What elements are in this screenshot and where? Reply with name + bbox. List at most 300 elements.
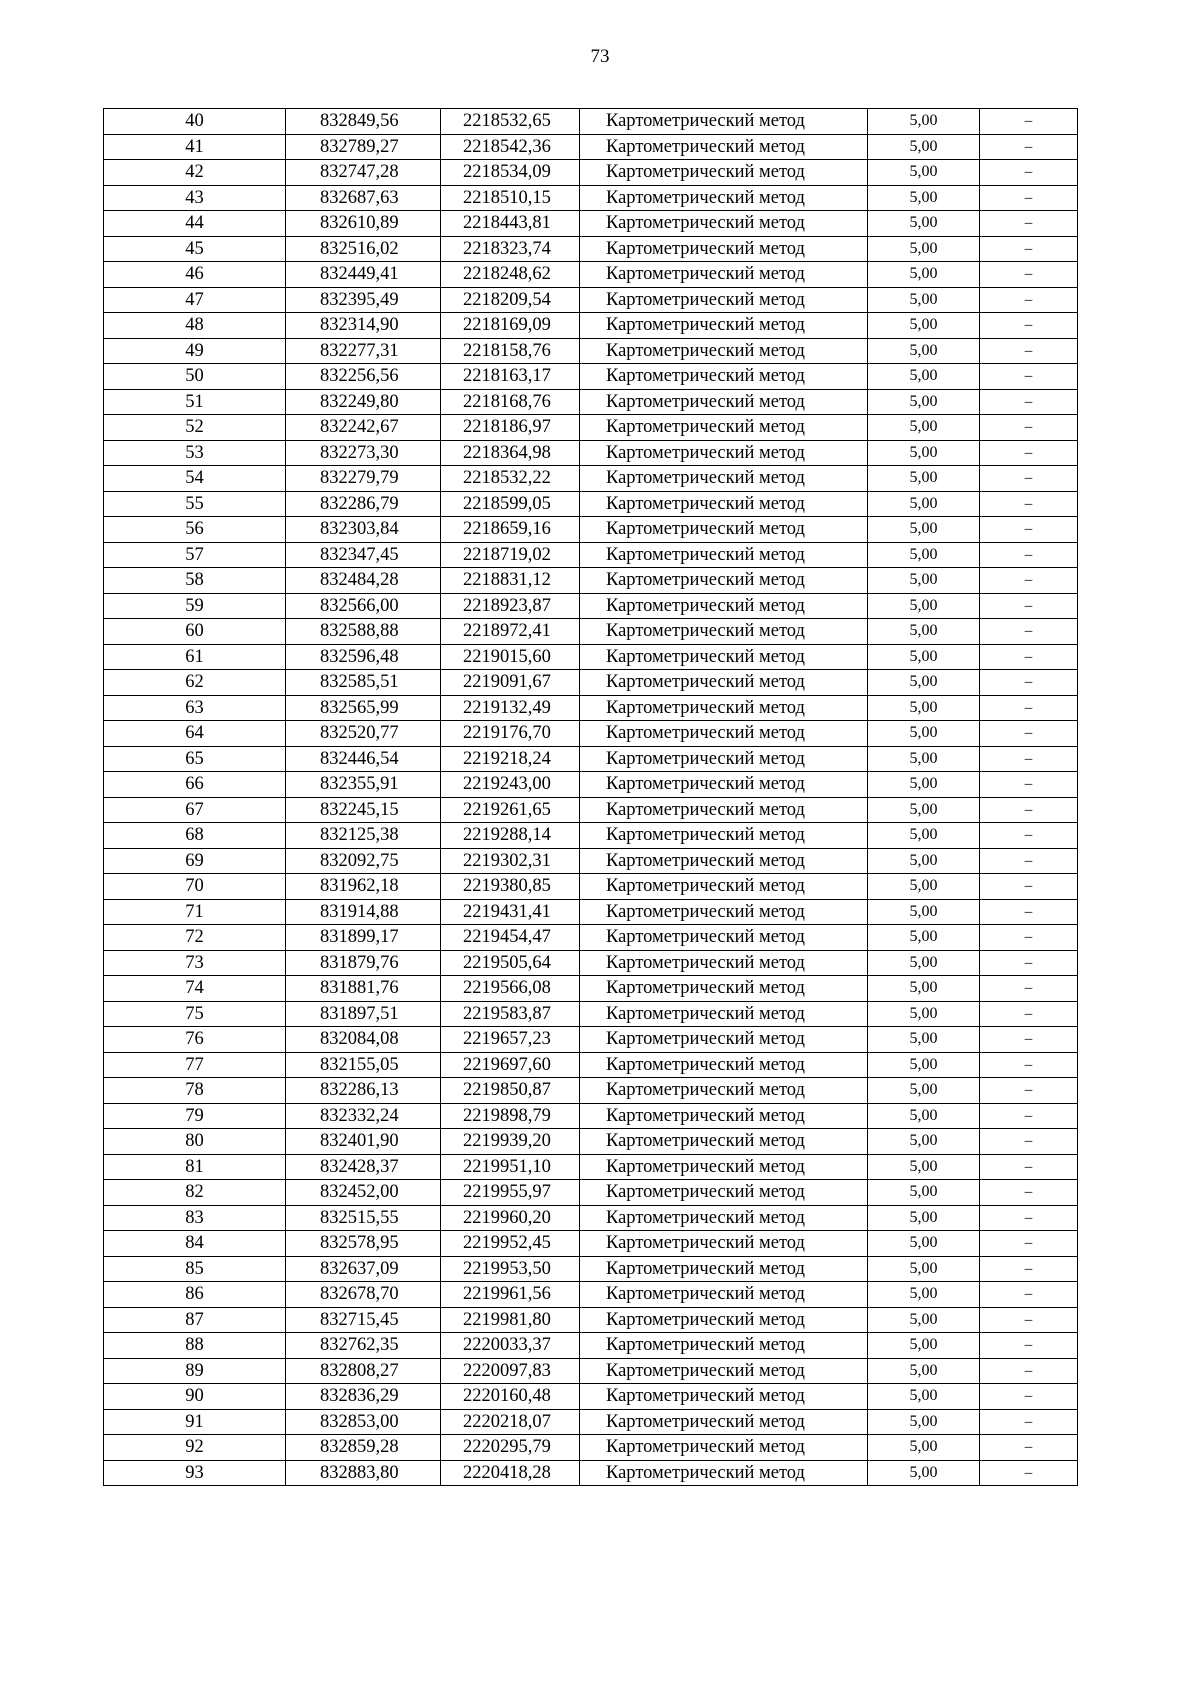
- table-row: [104, 1052, 1078, 1078]
- accuracy-cell: 5,00: [868, 1205, 980, 1231]
- method-cell: Картометрический метод: [580, 517, 868, 543]
- point-number-cell: 77: [104, 1052, 286, 1078]
- accuracy-cell: 5,00: [868, 695, 980, 721]
- point-number-cell: 69: [104, 848, 286, 874]
- table-row: [104, 262, 1078, 288]
- point-number-cell: 88: [104, 1333, 286, 1359]
- method-cell: Картометрический метод: [580, 211, 868, 237]
- table-row: [104, 1435, 1078, 1461]
- y-coordinate-cell: 2220033,37: [441, 1333, 580, 1359]
- point-number-cell: 91: [104, 1409, 286, 1435]
- description-cell: –: [980, 313, 1078, 339]
- y-coordinate-cell: 2218599,05: [441, 491, 580, 517]
- y-coordinate-cell: 2219176,70: [441, 721, 580, 747]
- y-coordinate-cell: 2219132,49: [441, 695, 580, 721]
- description-cell: –: [980, 721, 1078, 747]
- y-coordinate-cell: 2218163,17: [441, 364, 580, 390]
- description-cell: –: [980, 695, 1078, 721]
- x-coordinate-cell: 832849,56: [286, 109, 441, 135]
- accuracy-cell: 5,00: [868, 1358, 980, 1384]
- x-coordinate-cell: 832585,51: [286, 670, 441, 696]
- y-coordinate-cell: 2219218,24: [441, 746, 580, 772]
- table-row: [104, 976, 1078, 1002]
- accuracy-cell: 5,00: [868, 670, 980, 696]
- method-cell: Картометрический метод: [580, 440, 868, 466]
- point-number-cell: 86: [104, 1282, 286, 1308]
- y-coordinate-cell: 2220160,48: [441, 1384, 580, 1410]
- point-number-cell: 84: [104, 1231, 286, 1257]
- description-cell: –: [980, 1027, 1078, 1053]
- description-cell: –: [980, 1256, 1078, 1282]
- point-number-cell: 75: [104, 1001, 286, 1027]
- method-cell: Картометрический метод: [580, 1307, 868, 1333]
- table-row: [104, 1129, 1078, 1155]
- accuracy-cell: 5,00: [868, 415, 980, 441]
- x-coordinate-cell: 832853,00: [286, 1409, 441, 1435]
- x-coordinate-cell: 832687,63: [286, 185, 441, 211]
- point-number-cell: 41: [104, 134, 286, 160]
- point-number-cell: 46: [104, 262, 286, 288]
- description-cell: –: [980, 848, 1078, 874]
- method-cell: Картометрический метод: [580, 1027, 868, 1053]
- method-cell: Картометрический метод: [580, 1001, 868, 1027]
- accuracy-cell: 5,00: [868, 185, 980, 211]
- accuracy-cell: 5,00: [868, 823, 980, 849]
- accuracy-cell: 5,00: [868, 1027, 980, 1053]
- point-number-cell: 50: [104, 364, 286, 390]
- description-cell: –: [980, 925, 1078, 951]
- y-coordinate-cell: 2220418,28: [441, 1460, 580, 1486]
- x-coordinate-cell: 832155,05: [286, 1052, 441, 1078]
- method-cell: Картометрический метод: [580, 1103, 868, 1129]
- description-cell: –: [980, 1001, 1078, 1027]
- point-number-cell: 63: [104, 695, 286, 721]
- accuracy-cell: 5,00: [868, 236, 980, 262]
- table-row: [104, 746, 1078, 772]
- accuracy-cell: 5,00: [868, 1435, 980, 1461]
- method-cell: Картометрический метод: [580, 542, 868, 568]
- y-coordinate-cell: 2219657,23: [441, 1027, 580, 1053]
- x-coordinate-cell: 831962,18: [286, 874, 441, 900]
- description-cell: –: [980, 746, 1078, 772]
- x-coordinate-cell: 832428,37: [286, 1154, 441, 1180]
- description-cell: –: [980, 389, 1078, 415]
- y-coordinate-cell: 2219566,08: [441, 976, 580, 1002]
- method-cell: Картометрический метод: [580, 644, 868, 670]
- method-cell: Картометрический метод: [580, 1409, 868, 1435]
- accuracy-cell: 5,00: [868, 389, 980, 415]
- point-number-cell: 43: [104, 185, 286, 211]
- accuracy-cell: 5,00: [868, 899, 980, 925]
- x-coordinate-cell: 832277,31: [286, 338, 441, 364]
- method-cell: Картометрический метод: [580, 185, 868, 211]
- accuracy-cell: 5,00: [868, 466, 980, 492]
- x-coordinate-cell: 832332,24: [286, 1103, 441, 1129]
- accuracy-cell: 5,00: [868, 1154, 980, 1180]
- table-row: [104, 1027, 1078, 1053]
- method-cell: Картометрический метод: [580, 160, 868, 186]
- table-row: [104, 1460, 1078, 1486]
- point-number-cell: 90: [104, 1384, 286, 1410]
- x-coordinate-cell: 832245,15: [286, 797, 441, 823]
- y-coordinate-cell: 2218534,09: [441, 160, 580, 186]
- y-coordinate-cell: 2219302,31: [441, 848, 580, 874]
- point-number-cell: 57: [104, 542, 286, 568]
- accuracy-cell: 5,00: [868, 542, 980, 568]
- table-row: [104, 1282, 1078, 1308]
- table-row: [104, 134, 1078, 160]
- accuracy-cell: 5,00: [868, 1282, 980, 1308]
- y-coordinate-cell: 2218158,76: [441, 338, 580, 364]
- table-row: [104, 185, 1078, 211]
- point-number-cell: 59: [104, 593, 286, 619]
- table-row: [104, 338, 1078, 364]
- y-coordinate-cell: 2219955,97: [441, 1180, 580, 1206]
- table-row: [104, 287, 1078, 313]
- table-row: [104, 1307, 1078, 1333]
- description-cell: –: [980, 823, 1078, 849]
- method-cell: Картометрический метод: [580, 721, 868, 747]
- x-coordinate-cell: 832273,30: [286, 440, 441, 466]
- y-coordinate-cell: 2220097,83: [441, 1358, 580, 1384]
- method-cell: Картометрический метод: [580, 976, 868, 1002]
- point-number-cell: 82: [104, 1180, 286, 1206]
- table-row: [104, 848, 1078, 874]
- y-coordinate-cell: 2219261,65: [441, 797, 580, 823]
- description-cell: –: [980, 134, 1078, 160]
- method-cell: Картометрический метод: [580, 1129, 868, 1155]
- method-cell: Картометрический метод: [580, 1154, 868, 1180]
- description-cell: –: [980, 1358, 1078, 1384]
- point-number-cell: 67: [104, 797, 286, 823]
- table-row: [104, 568, 1078, 594]
- y-coordinate-cell: 2219243,00: [441, 772, 580, 798]
- description-cell: –: [980, 1282, 1078, 1308]
- y-coordinate-cell: 2219380,85: [441, 874, 580, 900]
- x-coordinate-cell: 831914,88: [286, 899, 441, 925]
- table-row: [104, 211, 1078, 237]
- accuracy-cell: 5,00: [868, 364, 980, 390]
- description-cell: –: [980, 1409, 1078, 1435]
- point-number-cell: 76: [104, 1027, 286, 1053]
- table-row: [104, 1231, 1078, 1257]
- table-row: [104, 1154, 1078, 1180]
- method-cell: Картометрический метод: [580, 1282, 868, 1308]
- y-coordinate-cell: 2219454,47: [441, 925, 580, 951]
- accuracy-cell: 5,00: [868, 1129, 980, 1155]
- x-coordinate-cell: 832566,00: [286, 593, 441, 619]
- table-row: [104, 619, 1078, 645]
- x-coordinate-cell: 832092,75: [286, 848, 441, 874]
- method-cell: Картометрический метод: [580, 415, 868, 441]
- table-row: [104, 415, 1078, 441]
- point-number-cell: 73: [104, 950, 286, 976]
- description-cell: –: [980, 644, 1078, 670]
- x-coordinate-cell: 831899,17: [286, 925, 441, 951]
- point-number-cell: 51: [104, 389, 286, 415]
- table-row: [104, 670, 1078, 696]
- description-cell: –: [980, 1384, 1078, 1410]
- accuracy-cell: 5,00: [868, 287, 980, 313]
- point-number-cell: 47: [104, 287, 286, 313]
- table-row: [104, 440, 1078, 466]
- description-cell: –: [980, 670, 1078, 696]
- description-cell: –: [980, 338, 1078, 364]
- table-row: [104, 950, 1078, 976]
- y-coordinate-cell: 2218323,74: [441, 236, 580, 262]
- point-number-cell: 85: [104, 1256, 286, 1282]
- x-coordinate-cell: 832279,79: [286, 466, 441, 492]
- point-number-cell: 54: [104, 466, 286, 492]
- method-cell: Картометрический метод: [580, 823, 868, 849]
- description-cell: –: [980, 491, 1078, 517]
- y-coordinate-cell: 2218831,12: [441, 568, 580, 594]
- accuracy-cell: 5,00: [868, 211, 980, 237]
- x-coordinate-cell: 832249,80: [286, 389, 441, 415]
- y-coordinate-cell: 2218443,81: [441, 211, 580, 237]
- point-number-cell: 74: [104, 976, 286, 1002]
- description-cell: –: [980, 1052, 1078, 1078]
- accuracy-cell: 5,00: [868, 1460, 980, 1486]
- y-coordinate-cell: 2218719,02: [441, 542, 580, 568]
- method-cell: Картометрический метод: [580, 1231, 868, 1257]
- table-row: [104, 160, 1078, 186]
- accuracy-cell: 5,00: [868, 262, 980, 288]
- description-cell: –: [980, 1435, 1078, 1461]
- description-cell: –: [980, 797, 1078, 823]
- accuracy-cell: 5,00: [868, 976, 980, 1002]
- y-coordinate-cell: 2219960,20: [441, 1205, 580, 1231]
- method-cell: Картометрический метод: [580, 670, 868, 696]
- x-coordinate-cell: 832314,90: [286, 313, 441, 339]
- accuracy-cell: 5,00: [868, 1078, 980, 1104]
- y-coordinate-cell: 2218923,87: [441, 593, 580, 619]
- accuracy-cell: 5,00: [868, 338, 980, 364]
- description-cell: –: [980, 899, 1078, 925]
- description-cell: –: [980, 1205, 1078, 1231]
- x-coordinate-cell: 832286,13: [286, 1078, 441, 1104]
- accuracy-cell: 5,00: [868, 874, 980, 900]
- y-coordinate-cell: 2219952,45: [441, 1231, 580, 1257]
- x-coordinate-cell: 832125,38: [286, 823, 441, 849]
- y-coordinate-cell: 2219288,14: [441, 823, 580, 849]
- point-number-cell: 70: [104, 874, 286, 900]
- description-cell: –: [980, 976, 1078, 1002]
- description-cell: –: [980, 160, 1078, 186]
- y-coordinate-cell: 2219850,87: [441, 1078, 580, 1104]
- y-coordinate-cell: 2219091,67: [441, 670, 580, 696]
- accuracy-cell: 5,00: [868, 568, 980, 594]
- table-row: [104, 364, 1078, 390]
- method-cell: Картометрический метод: [580, 491, 868, 517]
- x-coordinate-cell: 832484,28: [286, 568, 441, 594]
- method-cell: Картометрический метод: [580, 1435, 868, 1461]
- method-cell: Картометрический метод: [580, 1333, 868, 1359]
- accuracy-cell: 5,00: [868, 1409, 980, 1435]
- y-coordinate-cell: 2219431,41: [441, 899, 580, 925]
- method-cell: Картометрический метод: [580, 593, 868, 619]
- point-number-cell: 65: [104, 746, 286, 772]
- x-coordinate-cell: 832836,29: [286, 1384, 441, 1410]
- y-coordinate-cell: 2218532,22: [441, 466, 580, 492]
- accuracy-cell: 5,00: [868, 440, 980, 466]
- y-coordinate-cell: 2220295,79: [441, 1435, 580, 1461]
- x-coordinate-cell: 832355,91: [286, 772, 441, 798]
- x-coordinate-cell: 832610,89: [286, 211, 441, 237]
- y-coordinate-cell: 2218659,16: [441, 517, 580, 543]
- x-coordinate-cell: 832347,45: [286, 542, 441, 568]
- table-row: [104, 1078, 1078, 1104]
- table-row: [104, 925, 1078, 951]
- accuracy-cell: 5,00: [868, 746, 980, 772]
- point-number-cell: 42: [104, 160, 286, 186]
- point-number-cell: 87: [104, 1307, 286, 1333]
- y-coordinate-cell: 2218532,65: [441, 109, 580, 135]
- method-cell: Картометрический метод: [580, 236, 868, 262]
- method-cell: Картометрический метод: [580, 874, 868, 900]
- x-coordinate-cell: 832515,55: [286, 1205, 441, 1231]
- point-number-cell: 81: [104, 1154, 286, 1180]
- description-cell: –: [980, 415, 1078, 441]
- method-cell: Картометрический метод: [580, 1180, 868, 1206]
- table-row: [104, 1256, 1078, 1282]
- accuracy-cell: 5,00: [868, 491, 980, 517]
- y-coordinate-cell: 2219898,79: [441, 1103, 580, 1129]
- point-number-cell: 79: [104, 1103, 286, 1129]
- table-row: [104, 466, 1078, 492]
- x-coordinate-cell: 832596,48: [286, 644, 441, 670]
- page-number: 73: [590, 46, 610, 67]
- point-number-cell: 52: [104, 415, 286, 441]
- x-coordinate-cell: 832883,80: [286, 1460, 441, 1486]
- accuracy-cell: 5,00: [868, 1307, 980, 1333]
- method-cell: Картометрический метод: [580, 568, 868, 594]
- point-number-cell: 62: [104, 670, 286, 696]
- description-cell: –: [980, 211, 1078, 237]
- method-cell: Картометрический метод: [580, 619, 868, 645]
- point-number-cell: 53: [104, 440, 286, 466]
- x-coordinate-cell: 832242,67: [286, 415, 441, 441]
- description-cell: –: [980, 874, 1078, 900]
- point-number-cell: 66: [104, 772, 286, 798]
- method-cell: Картометрический метод: [580, 925, 868, 951]
- description-cell: –: [980, 287, 1078, 313]
- description-cell: –: [980, 364, 1078, 390]
- x-coordinate-cell: 832565,99: [286, 695, 441, 721]
- method-cell: Картометрический метод: [580, 338, 868, 364]
- accuracy-cell: 5,00: [868, 721, 980, 747]
- method-cell: Картометрический метод: [580, 848, 868, 874]
- description-cell: –: [980, 593, 1078, 619]
- point-number-cell: 61: [104, 644, 286, 670]
- table-row: [104, 899, 1078, 925]
- y-coordinate-cell: 2220218,07: [441, 1409, 580, 1435]
- x-coordinate-cell: 832395,49: [286, 287, 441, 313]
- accuracy-cell: 5,00: [868, 950, 980, 976]
- accuracy-cell: 5,00: [868, 772, 980, 798]
- accuracy-cell: 5,00: [868, 1333, 980, 1359]
- table-row: [104, 1358, 1078, 1384]
- x-coordinate-cell: 832452,00: [286, 1180, 441, 1206]
- coordinates-table: [103, 108, 1078, 1486]
- accuracy-cell: 5,00: [868, 1180, 980, 1206]
- method-cell: Картометрический метод: [580, 1460, 868, 1486]
- accuracy-cell: 5,00: [868, 1001, 980, 1027]
- table-row: [104, 1001, 1078, 1027]
- x-coordinate-cell: 831897,51: [286, 1001, 441, 1027]
- point-number-cell: 72: [104, 925, 286, 951]
- table-row: [104, 1103, 1078, 1129]
- accuracy-cell: 5,00: [868, 1103, 980, 1129]
- accuracy-cell: 5,00: [868, 593, 980, 619]
- description-cell: –: [980, 1103, 1078, 1129]
- method-cell: Картометрический метод: [580, 899, 868, 925]
- accuracy-cell: 5,00: [868, 313, 980, 339]
- point-number-cell: 60: [104, 619, 286, 645]
- description-cell: –: [980, 440, 1078, 466]
- y-coordinate-cell: 2219015,60: [441, 644, 580, 670]
- x-coordinate-cell: 831881,76: [286, 976, 441, 1002]
- accuracy-cell: 5,00: [868, 160, 980, 186]
- y-coordinate-cell: 2218186,97: [441, 415, 580, 441]
- accuracy-cell: 5,00: [868, 1052, 980, 1078]
- accuracy-cell: 5,00: [868, 1384, 980, 1410]
- x-coordinate-cell: 832588,88: [286, 619, 441, 645]
- table-row: [104, 236, 1078, 262]
- table-row: [104, 797, 1078, 823]
- method-cell: Картометрический метод: [580, 1358, 868, 1384]
- x-coordinate-cell: 832084,08: [286, 1027, 441, 1053]
- description-cell: –: [980, 262, 1078, 288]
- method-cell: Картометрический метод: [580, 262, 868, 288]
- method-cell: Картометрический метод: [580, 389, 868, 415]
- x-coordinate-cell: 832303,84: [286, 517, 441, 543]
- y-coordinate-cell: 2218169,09: [441, 313, 580, 339]
- accuracy-cell: 5,00: [868, 848, 980, 874]
- point-number-cell: 71: [104, 899, 286, 925]
- y-coordinate-cell: 2219961,56: [441, 1282, 580, 1308]
- coordinates-table-body: [104, 109, 1078, 1486]
- y-coordinate-cell: 2218168,76: [441, 389, 580, 415]
- method-cell: Картометрический метод: [580, 1052, 868, 1078]
- x-coordinate-cell: 832808,27: [286, 1358, 441, 1384]
- y-coordinate-cell: 2219981,80: [441, 1307, 580, 1333]
- method-cell: Картометрический метод: [580, 695, 868, 721]
- point-number-cell: 78: [104, 1078, 286, 1104]
- description-cell: –: [980, 1180, 1078, 1206]
- accuracy-cell: 5,00: [868, 134, 980, 160]
- method-cell: Картометрический метод: [580, 772, 868, 798]
- method-cell: Картометрический метод: [580, 1078, 868, 1104]
- accuracy-cell: 5,00: [868, 517, 980, 543]
- table-row: [104, 109, 1078, 135]
- description-cell: –: [980, 772, 1078, 798]
- description-cell: –: [980, 1154, 1078, 1180]
- accuracy-cell: 5,00: [868, 109, 980, 135]
- table-row: [104, 517, 1078, 543]
- y-coordinate-cell: 2219951,10: [441, 1154, 580, 1180]
- y-coordinate-cell: 2219953,50: [441, 1256, 580, 1282]
- y-coordinate-cell: 2219939,20: [441, 1129, 580, 1155]
- description-cell: –: [980, 1307, 1078, 1333]
- x-coordinate-cell: 832678,70: [286, 1282, 441, 1308]
- table-row: [104, 772, 1078, 798]
- y-coordinate-cell: 2219505,64: [441, 950, 580, 976]
- accuracy-cell: 5,00: [868, 644, 980, 670]
- x-coordinate-cell: 832449,41: [286, 262, 441, 288]
- x-coordinate-cell: 831879,76: [286, 950, 441, 976]
- method-cell: Картометрический метод: [580, 1205, 868, 1231]
